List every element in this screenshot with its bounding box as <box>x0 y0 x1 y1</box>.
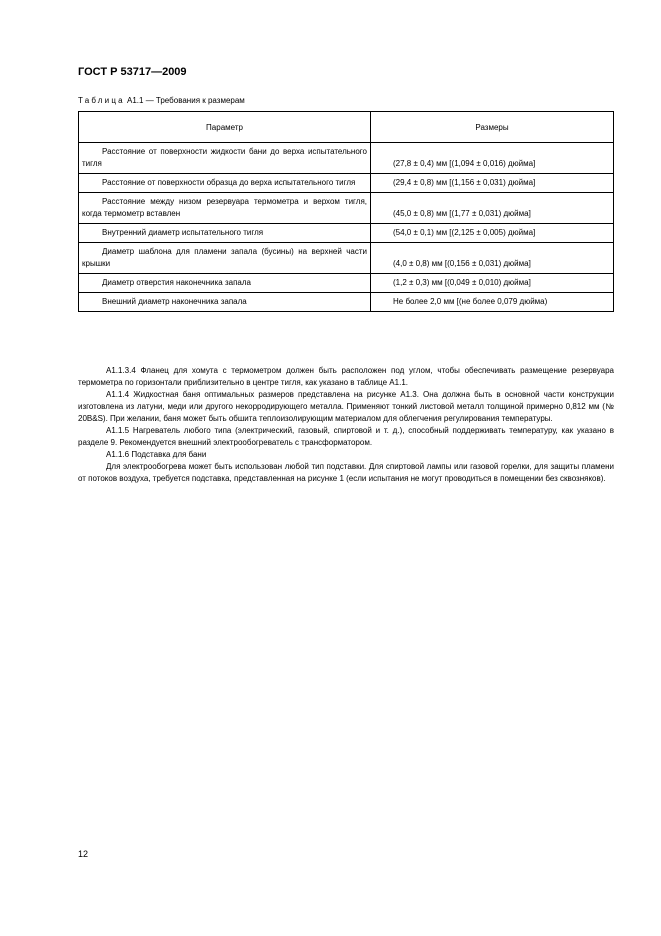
parameter-cell <box>79 143 371 174</box>
paragraph-a1-1-3-4: А1.1.3.4 Фланец для хомута с термометром должен быть расположен под углом, чтобы обеспечивать размещение резервуара термометра по горизонтали приблизительно в центре тигля, как указано в таблице А1.1. <box>78 366 614 387</box>
dimension-cell <box>371 224 614 243</box>
parameter-cell <box>79 224 371 243</box>
table-header-row <box>79 112 614 143</box>
dimension-text: (45,0 ± 0,8) мм [(1,77 ± 0,031) дюйма] <box>393 209 531 218</box>
parameter-text: Расстояние между низом резервуара термометра и верхом тигля, когда термометр вставлен <box>82 197 367 218</box>
dimension-text: Не более 2,0 мм [(не более 0,079 дюйма) <box>393 297 548 306</box>
dimension-cell <box>371 193 614 224</box>
parameter-cell <box>79 193 371 224</box>
table-caption-word: Таблица <box>78 96 125 105</box>
table-row <box>79 193 614 224</box>
parameter-text: Диаметр отверстия наконечника запала <box>102 278 251 287</box>
table-row <box>79 224 614 243</box>
dimension-cell <box>371 174 614 193</box>
parameter-text: Расстояние от поверхности жидкости бани до верха испытательного тигля <box>82 147 367 168</box>
requirements-table <box>78 111 614 312</box>
page-number: 12 <box>78 849 89 859</box>
paragraph-a1-1-4: А1.1.4 Жидкостная баня оптимальных размеров представлена на рисунке А1.3. Она должна быть в основной части конструкции изготовлена из латуни, меди или другого некорродирующего металла. Применяют тонкий листовой металл толщиной примерно 0,812 мм (№ 20B&S). При желании, баня может быть обшита теплоизолирующим материалом для облегчения регулирования температуры. <box>78 390 614 423</box>
dimension-cell <box>371 274 614 293</box>
dimension-text: (27,8 ± 0,4) мм [(1,094 ± 0,016) дюйма] <box>393 159 536 168</box>
dimension-text: (4,0 ± 0,8) мм [(0,156 ± 0,031) дюйма] <box>393 259 531 268</box>
dimension-cell <box>371 243 614 274</box>
table-caption-title: А1.1 — Требования к размерам <box>127 96 245 105</box>
table-caption <box>78 96 245 105</box>
dimension-cell <box>371 293 614 312</box>
parameter-text: Расстояние от поверхности образца до верха испытательного тигля <box>102 178 356 187</box>
body-text <box>78 365 614 485</box>
table-row <box>79 274 614 293</box>
parameter-cell <box>79 243 371 274</box>
paragraph-bath-stand: Для электрообогрева может быть использован любой тип подставки. Для спиртовой лампы или газовой горелки, для защиты пламени от потоков воздуха, требуется подставка, представленная на рисунке 1 (если испытания не могут проводиться в помещении без сквозняков). <box>78 462 614 483</box>
parameter-text: Внешний диаметр наконечника запала <box>102 297 247 306</box>
parameter-text: Внутренний диаметр испытательного тигля <box>102 228 264 237</box>
column-header-dimensions: Размеры <box>371 112 614 143</box>
parameter-cell <box>79 174 371 193</box>
parameter-text: Диаметр шаблона для пламени запала (бусины) на верхней части крышки <box>82 247 367 268</box>
column-header-parameter: Параметр <box>79 112 371 143</box>
dimension-cell <box>371 143 614 174</box>
dimension-text: (1,2 ± 0,3) мм [(0,049 ± 0,010) дюйма] <box>393 278 531 287</box>
table-row <box>79 243 614 274</box>
parameter-cell <box>79 293 371 312</box>
parameter-cell <box>79 274 371 293</box>
dimension-text: (54,0 ± 0,1) мм [(2,125 ± 0,005) дюйма] <box>393 228 536 237</box>
table-row <box>79 293 614 312</box>
table-row <box>79 143 614 174</box>
paragraph-a1-1-6-heading: А1.1.6 Подставка для бани <box>106 450 207 459</box>
standard-designation: ГОСТ Р 53717—2009 <box>78 66 187 78</box>
table-row <box>79 174 614 193</box>
paragraph-a1-1-5: А1.1.5 Нагреватель любого типа (электрический, газовый, спиртовой и т. д.), способный поддерживать температуру, как указано в разделе 9. Рекомендуется внешний электрообогреватель с трансформатором. <box>78 426 614 447</box>
dimension-text: (29,4 ± 0,8) мм [(1,156 ± 0,031) дюйма] <box>393 178 536 187</box>
